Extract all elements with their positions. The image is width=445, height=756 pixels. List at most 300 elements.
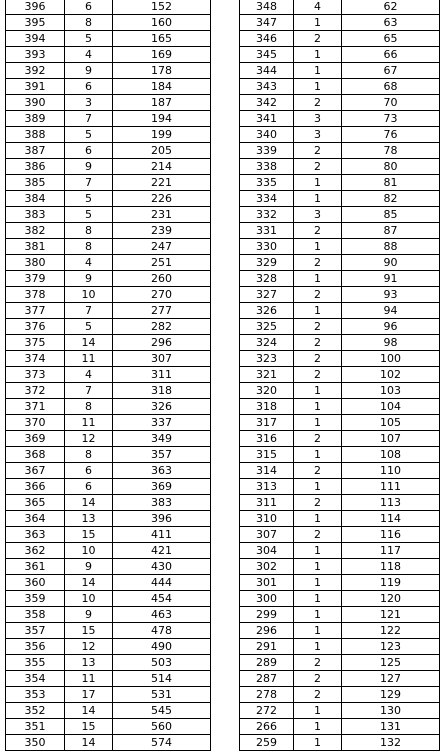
score-cell: 299	[240, 607, 294, 623]
table-row	[6, 319, 211, 335]
score-cell: 339	[240, 143, 294, 159]
cumulative-cell: 120	[342, 591, 440, 607]
score-cell: 326	[240, 303, 294, 319]
count-cell: 1	[294, 271, 342, 287]
score-cell: 325	[240, 319, 294, 335]
table-row	[240, 527, 440, 543]
cumulative-cell: 421	[113, 543, 211, 559]
count-cell: 1	[294, 511, 342, 527]
table-row	[6, 255, 211, 271]
cumulative-cell: 110	[342, 463, 440, 479]
cumulative-cell: 76	[342, 127, 440, 143]
count-cell: 11	[65, 671, 113, 687]
cumulative-cell: 107	[342, 431, 440, 447]
table-row	[6, 127, 211, 143]
left-score-table	[5, 0, 211, 751]
table-row	[240, 191, 440, 207]
table-row	[6, 415, 211, 431]
count-cell: 14	[65, 335, 113, 351]
table-row	[6, 79, 211, 95]
cumulative-cell: 369	[113, 479, 211, 495]
table-row	[6, 111, 211, 127]
count-cell: 7	[65, 303, 113, 319]
score-cell: 364	[6, 511, 65, 527]
score-cell: 383	[6, 207, 65, 223]
table-row	[240, 47, 440, 63]
score-cell: 332	[240, 207, 294, 223]
score-cell: 302	[240, 559, 294, 575]
table-row	[240, 687, 440, 703]
count-cell: 13	[65, 511, 113, 527]
count-cell: 7	[65, 383, 113, 399]
score-cell: 315	[240, 447, 294, 463]
table-row	[6, 399, 211, 415]
table-row	[6, 351, 211, 367]
count-cell: 6	[65, 79, 113, 95]
score-cell: 357	[6, 623, 65, 639]
score-cell: 392	[6, 63, 65, 79]
table-row	[240, 415, 440, 431]
cumulative-cell: 73	[342, 111, 440, 127]
score-cell: 278	[240, 687, 294, 703]
count-cell: 15	[65, 719, 113, 735]
count-cell: 1	[294, 591, 342, 607]
cumulative-cell: 221	[113, 175, 211, 191]
cumulative-cell: 68	[342, 79, 440, 95]
score-cell: 368	[6, 447, 65, 463]
count-cell: 10	[65, 287, 113, 303]
table-row	[240, 63, 440, 79]
count-cell: 1	[294, 239, 342, 255]
cumulative-cell: 214	[113, 159, 211, 175]
table-row	[240, 367, 440, 383]
count-cell: 1	[294, 447, 342, 463]
table-row	[240, 95, 440, 111]
count-cell: 6	[65, 0, 113, 15]
count-cell: 2	[294, 159, 342, 175]
score-cell: 390	[6, 95, 65, 111]
score-cell: 354	[6, 671, 65, 687]
table-row	[6, 0, 211, 15]
cumulative-cell: 100	[342, 351, 440, 367]
cumulative-cell: 130	[342, 703, 440, 719]
count-cell: 4	[65, 47, 113, 63]
table-row	[6, 143, 211, 159]
table-row	[240, 559, 440, 575]
table-row	[240, 351, 440, 367]
cumulative-cell: 132	[342, 735, 440, 751]
cumulative-cell: 117	[342, 543, 440, 559]
score-cell: 353	[6, 687, 65, 703]
cumulative-cell: 105	[342, 415, 440, 431]
score-cell: 356	[6, 639, 65, 655]
count-cell: 2	[294, 143, 342, 159]
table-row	[6, 287, 211, 303]
score-cell: 314	[240, 463, 294, 479]
score-cell: 367	[6, 463, 65, 479]
cumulative-cell: 67	[342, 63, 440, 79]
cumulative-cell: 454	[113, 591, 211, 607]
count-cell: 8	[65, 399, 113, 415]
cumulative-cell: 205	[113, 143, 211, 159]
score-cell: 348	[240, 0, 294, 15]
table-row	[6, 607, 211, 623]
table-row	[6, 191, 211, 207]
count-cell: 17	[65, 687, 113, 703]
cumulative-cell: 184	[113, 79, 211, 95]
table-row	[240, 127, 440, 143]
score-cell: 355	[6, 655, 65, 671]
table-row	[6, 575, 211, 591]
score-cell: 320	[240, 383, 294, 399]
score-cell: 296	[240, 623, 294, 639]
table-row	[240, 447, 440, 463]
cumulative-cell: 82	[342, 191, 440, 207]
score-cell: 272	[240, 703, 294, 719]
cumulative-cell: 545	[113, 703, 211, 719]
table-row	[240, 575, 440, 591]
cumulative-cell: 226	[113, 191, 211, 207]
count-cell: 2	[294, 335, 342, 351]
cumulative-cell: 282	[113, 319, 211, 335]
score-cell: 351	[6, 719, 65, 735]
cumulative-cell: 478	[113, 623, 211, 639]
score-cell: 310	[240, 511, 294, 527]
count-cell: 10	[65, 543, 113, 559]
table-row	[240, 431, 440, 447]
count-cell: 1	[294, 735, 342, 751]
table-row	[6, 479, 211, 495]
score-cell: 361	[6, 559, 65, 575]
table-row	[6, 687, 211, 703]
table-row	[240, 607, 440, 623]
count-cell: 5	[65, 31, 113, 47]
count-cell: 2	[294, 255, 342, 271]
score-cell: 379	[6, 271, 65, 287]
table-row	[6, 431, 211, 447]
cumulative-cell: 194	[113, 111, 211, 127]
table-row	[6, 207, 211, 223]
right-score-table	[239, 0, 440, 751]
count-cell: 1	[294, 47, 342, 63]
score-cell: 393	[6, 47, 65, 63]
score-cell: 381	[6, 239, 65, 255]
cumulative-cell: 127	[342, 671, 440, 687]
cumulative-cell: 114	[342, 511, 440, 527]
cumulative-cell: 123	[342, 639, 440, 655]
table-row	[240, 463, 440, 479]
count-cell: 5	[65, 207, 113, 223]
count-cell: 14	[65, 703, 113, 719]
cumulative-cell: 270	[113, 287, 211, 303]
score-cell: 388	[6, 127, 65, 143]
cumulative-cell: 187	[113, 95, 211, 111]
score-cell: 307	[240, 527, 294, 543]
cumulative-cell: 70	[342, 95, 440, 111]
count-cell: 1	[294, 415, 342, 431]
cumulative-cell: 118	[342, 559, 440, 575]
score-cell: 340	[240, 127, 294, 143]
score-cell: 387	[6, 143, 65, 159]
table-row	[6, 655, 211, 671]
cumulative-cell: 129	[342, 687, 440, 703]
count-cell: 11	[65, 351, 113, 367]
count-cell: 1	[294, 15, 342, 31]
table-row	[240, 399, 440, 415]
count-cell: 10	[65, 591, 113, 607]
score-cell: 371	[6, 399, 65, 415]
count-cell: 1	[294, 559, 342, 575]
score-cell: 391	[6, 79, 65, 95]
table-row	[240, 383, 440, 399]
cumulative-cell: 152	[113, 0, 211, 15]
count-cell: 12	[65, 431, 113, 447]
count-cell: 1	[294, 543, 342, 559]
score-cell: 300	[240, 591, 294, 607]
score-cell: 341	[240, 111, 294, 127]
cumulative-cell: 411	[113, 527, 211, 543]
cumulative-cell: 102	[342, 367, 440, 383]
count-cell: 6	[65, 463, 113, 479]
table-row	[240, 0, 440, 15]
count-cell: 8	[65, 15, 113, 31]
score-cell: 345	[240, 47, 294, 63]
score-cell: 394	[6, 31, 65, 47]
table-row	[240, 303, 440, 319]
count-cell: 14	[65, 735, 113, 751]
count-cell: 11	[65, 415, 113, 431]
table-row	[6, 15, 211, 31]
table-row	[240, 671, 440, 687]
score-cell: 362	[6, 543, 65, 559]
cumulative-cell: 108	[342, 447, 440, 463]
score-cell: 304	[240, 543, 294, 559]
table-row	[240, 623, 440, 639]
count-cell: 1	[294, 383, 342, 399]
cumulative-cell: 91	[342, 271, 440, 287]
score-cell: 338	[240, 159, 294, 175]
cumulative-cell: 307	[113, 351, 211, 367]
table-row	[240, 543, 440, 559]
table-row	[6, 303, 211, 319]
count-cell: 14	[65, 575, 113, 591]
score-cell: 318	[240, 399, 294, 415]
cumulative-cell: 65	[342, 31, 440, 47]
table-row	[240, 479, 440, 495]
count-cell: 2	[294, 463, 342, 479]
table-row	[6, 31, 211, 47]
score-cell: 323	[240, 351, 294, 367]
score-cell: 396	[6, 0, 65, 15]
score-cell: 266	[240, 719, 294, 735]
cumulative-cell: 80	[342, 159, 440, 175]
table-row	[240, 335, 440, 351]
cumulative-cell: 383	[113, 495, 211, 511]
cumulative-cell: 119	[342, 575, 440, 591]
score-cell: 377	[6, 303, 65, 319]
right-score-table-body	[240, 0, 440, 751]
score-cell: 363	[6, 527, 65, 543]
count-cell: 8	[65, 223, 113, 239]
score-cell: 366	[6, 479, 65, 495]
count-cell: 1	[294, 623, 342, 639]
count-cell: 7	[65, 175, 113, 191]
count-cell: 2	[294, 287, 342, 303]
count-cell: 4	[65, 255, 113, 271]
table-row	[240, 735, 440, 751]
score-cell: 352	[6, 703, 65, 719]
table-row	[240, 239, 440, 255]
cumulative-cell: 311	[113, 367, 211, 383]
cumulative-cell: 531	[113, 687, 211, 703]
table-row	[240, 639, 440, 655]
cumulative-cell: 357	[113, 447, 211, 463]
count-cell: 2	[294, 495, 342, 511]
cumulative-cell: 296	[113, 335, 211, 351]
table-row	[6, 383, 211, 399]
score-cell: 259	[240, 735, 294, 751]
score-cell: 369	[6, 431, 65, 447]
table-row	[6, 175, 211, 191]
score-cell: 329	[240, 255, 294, 271]
cumulative-cell: 260	[113, 271, 211, 287]
score-cell: 313	[240, 479, 294, 495]
score-cell: 301	[240, 575, 294, 591]
table-row	[6, 463, 211, 479]
score-cell: 384	[6, 191, 65, 207]
count-cell: 2	[294, 527, 342, 543]
score-cell: 317	[240, 415, 294, 431]
table-row	[240, 591, 440, 607]
cumulative-cell: 121	[342, 607, 440, 623]
score-cell: 335	[240, 175, 294, 191]
count-cell: 1	[294, 639, 342, 655]
count-cell: 2	[294, 367, 342, 383]
cumulative-cell: 125	[342, 655, 440, 671]
count-cell: 1	[294, 175, 342, 191]
count-cell: 5	[65, 191, 113, 207]
cumulative-cell: 349	[113, 431, 211, 447]
count-cell: 1	[294, 703, 342, 719]
table-row	[240, 319, 440, 335]
table-row	[240, 255, 440, 271]
table-row	[6, 367, 211, 383]
table-row	[6, 223, 211, 239]
score-cell: 376	[6, 319, 65, 335]
table-row	[6, 63, 211, 79]
count-cell: 3	[294, 207, 342, 223]
cumulative-cell: 90	[342, 255, 440, 271]
cumulative-cell: 326	[113, 399, 211, 415]
count-cell: 4	[294, 0, 342, 15]
cumulative-cell: 231	[113, 207, 211, 223]
count-cell: 1	[294, 79, 342, 95]
cumulative-cell: 78	[342, 143, 440, 159]
count-cell: 8	[65, 239, 113, 255]
cumulative-cell: 463	[113, 607, 211, 623]
count-cell: 6	[65, 479, 113, 495]
score-cell: 380	[6, 255, 65, 271]
table-row	[240, 271, 440, 287]
score-cell: 324	[240, 335, 294, 351]
count-cell: 3	[294, 111, 342, 127]
score-cell: 342	[240, 95, 294, 111]
score-cell: 350	[6, 735, 65, 751]
table-row	[6, 511, 211, 527]
count-cell: 2	[294, 687, 342, 703]
cumulative-cell: 239	[113, 223, 211, 239]
count-cell: 1	[294, 399, 342, 415]
table-row	[6, 559, 211, 575]
cumulative-cell: 199	[113, 127, 211, 143]
score-cell: 343	[240, 79, 294, 95]
cumulative-cell: 116	[342, 527, 440, 543]
cumulative-cell: 98	[342, 335, 440, 351]
table-row	[6, 623, 211, 639]
table-row	[240, 111, 440, 127]
table-row	[240, 175, 440, 191]
table-row	[6, 239, 211, 255]
table-row	[240, 287, 440, 303]
score-cell: 360	[6, 575, 65, 591]
score-cell: 382	[6, 223, 65, 239]
table-row	[240, 207, 440, 223]
cumulative-cell: 490	[113, 639, 211, 655]
table-row	[6, 495, 211, 511]
count-cell: 15	[65, 527, 113, 543]
count-cell: 1	[294, 607, 342, 623]
score-cell: 316	[240, 431, 294, 447]
cumulative-cell: 503	[113, 655, 211, 671]
left-score-table-body	[6, 0, 211, 751]
table-row	[6, 527, 211, 543]
table-row	[240, 719, 440, 735]
cumulative-cell: 396	[113, 511, 211, 527]
count-cell: 13	[65, 655, 113, 671]
score-cell: 374	[6, 351, 65, 367]
cumulative-cell: 337	[113, 415, 211, 431]
score-cell: 373	[6, 367, 65, 383]
cumulative-cell: 574	[113, 735, 211, 751]
table-row	[6, 447, 211, 463]
cumulative-cell: 104	[342, 399, 440, 415]
table-row	[240, 143, 440, 159]
score-cell: 334	[240, 191, 294, 207]
count-cell: 1	[294, 63, 342, 79]
score-cell: 389	[6, 111, 65, 127]
score-cell: 331	[240, 223, 294, 239]
score-cell: 344	[240, 63, 294, 79]
cumulative-cell: 560	[113, 719, 211, 735]
cumulative-cell: 113	[342, 495, 440, 511]
cumulative-cell: 85	[342, 207, 440, 223]
cumulative-cell: 277	[113, 303, 211, 319]
count-cell: 1	[294, 575, 342, 591]
score-cell: 291	[240, 639, 294, 655]
table-row	[240, 15, 440, 31]
cumulative-cell: 160	[113, 15, 211, 31]
score-cell: 386	[6, 159, 65, 175]
score-cell: 385	[6, 175, 65, 191]
count-cell: 1	[294, 303, 342, 319]
table-row	[6, 639, 211, 655]
score-cell: 372	[6, 383, 65, 399]
count-cell: 5	[65, 127, 113, 143]
count-cell: 4	[65, 367, 113, 383]
count-cell: 6	[65, 143, 113, 159]
table-row	[6, 735, 211, 751]
count-cell: 9	[65, 271, 113, 287]
